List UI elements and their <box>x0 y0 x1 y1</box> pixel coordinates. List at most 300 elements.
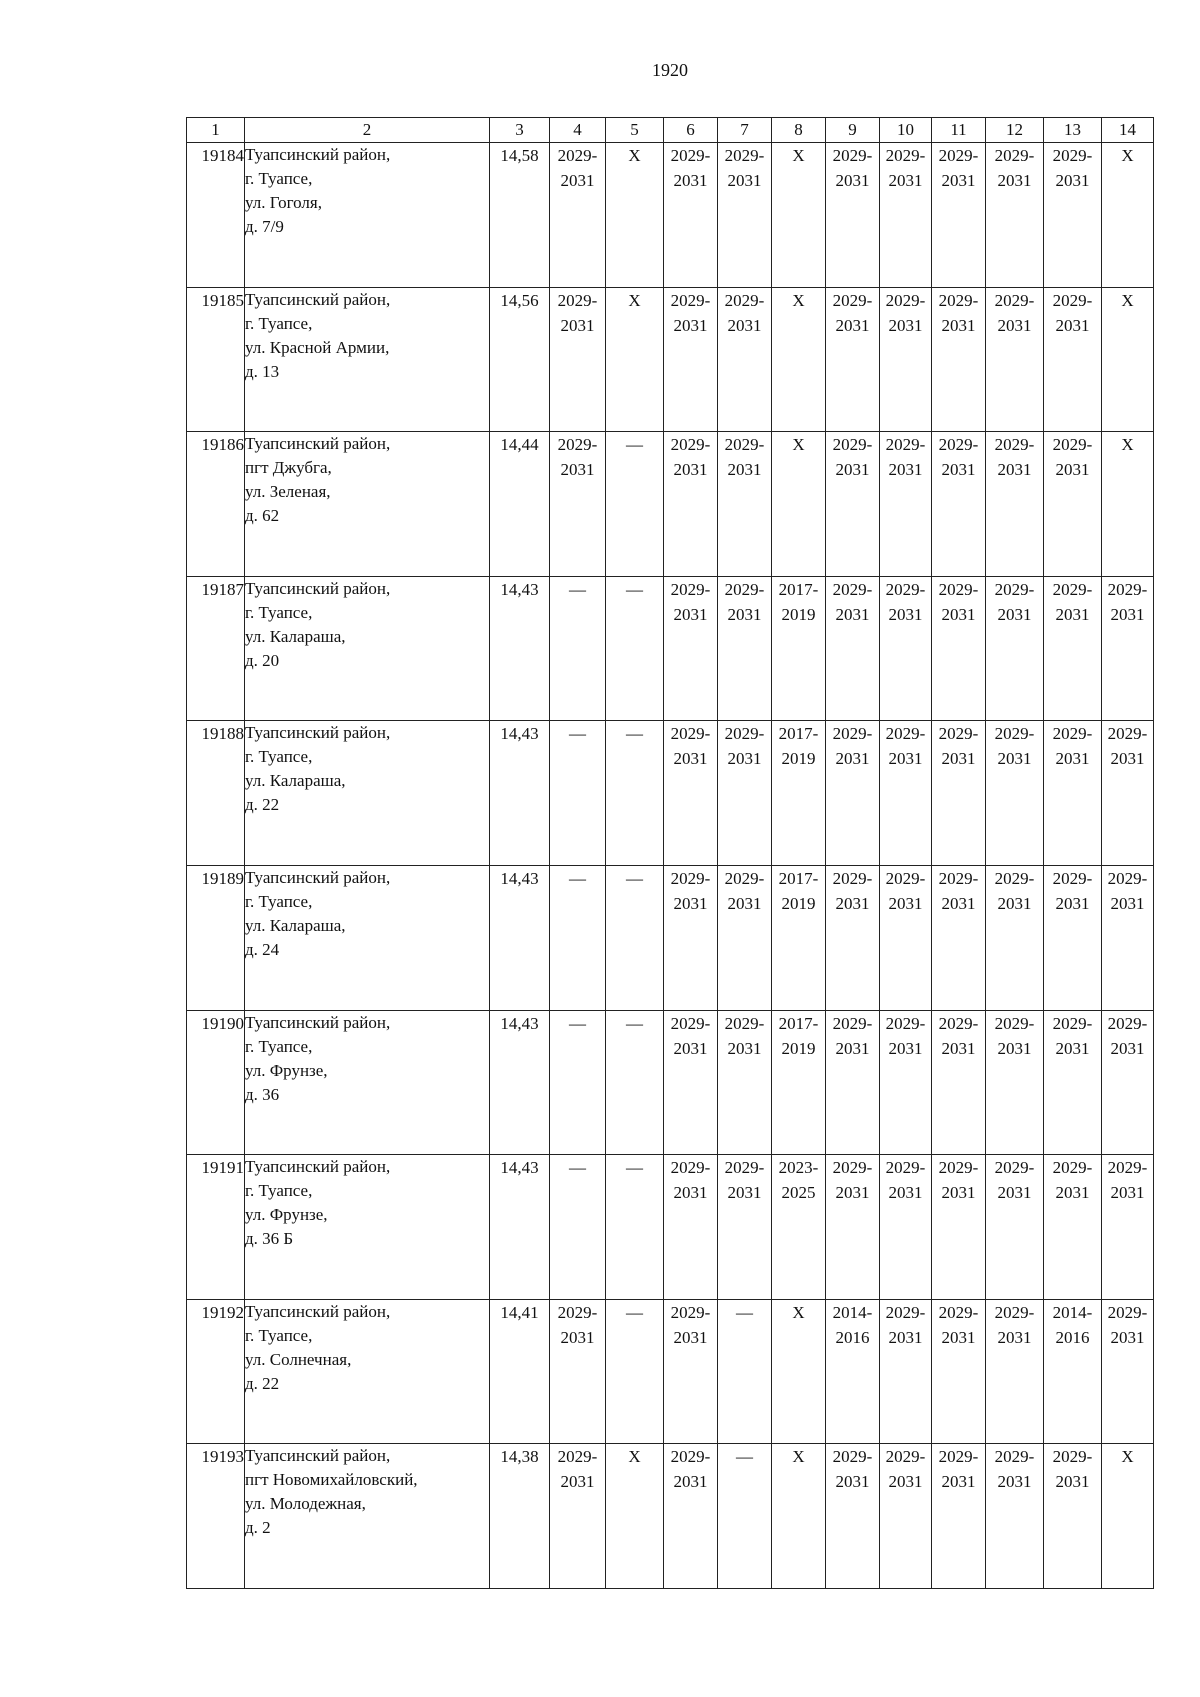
period-line: X <box>628 1447 641 1467</box>
address-line: Туапсинский район, <box>245 867 391 887</box>
period-line: 2031 <box>673 1183 708 1203</box>
period-cell-col-10 <box>880 1299 932 1444</box>
period-cell-col-9 <box>826 1299 880 1444</box>
registry-table <box>186 117 1154 1589</box>
period-cell-col-5 <box>606 865 664 1010</box>
period-line: X <box>1121 146 1134 165</box>
period-cell-col-12 <box>986 865 1044 1010</box>
period-line: — <box>736 1302 753 1322</box>
period-line: 2031 <box>673 893 708 913</box>
period-line: 2029- <box>670 724 711 744</box>
period-line: 2016 <box>835 1327 870 1347</box>
address-cell <box>245 1010 490 1155</box>
period-cell-col-10 <box>880 1155 932 1300</box>
period-cell-col-11 <box>932 287 986 432</box>
period-line: 2029- <box>885 1158 926 1178</box>
period-cell-col-8 <box>772 865 826 1010</box>
period-cell-col-6 <box>664 576 718 721</box>
period-cell-col-5 <box>606 432 664 577</box>
address-cell <box>245 1444 490 1589</box>
period-line: 2023- <box>778 1158 819 1178</box>
period-line: 2029- <box>670 1302 711 1322</box>
address-line: Туапсинский район, <box>245 145 391 164</box>
table-row <box>187 865 1154 1010</box>
address-cell <box>245 576 490 721</box>
period-cell-col-9 <box>826 721 880 866</box>
period-line: 2029- <box>832 868 873 888</box>
address-line: г. Туапсе, <box>245 747 313 767</box>
period-line: 2031 <box>727 893 762 913</box>
address-line: г. Туапсе, <box>245 1036 313 1056</box>
row-id: 19187 <box>187 576 245 721</box>
period-cell-col-7 <box>718 576 772 721</box>
period-cell-col-4 <box>550 287 606 432</box>
period-cell-col-4 <box>550 865 606 1010</box>
period-cell-col-6 <box>664 1444 718 1589</box>
period-line: 2029- <box>1052 435 1093 455</box>
value-cell: 14,43 <box>490 576 550 721</box>
column-header-8: 8 <box>772 118 826 143</box>
period-line: — <box>569 724 586 744</box>
address-line: Туапсинский район, <box>245 723 391 743</box>
address-line: д. 13 <box>245 361 280 381</box>
period-cell-col-7 <box>718 1444 772 1589</box>
period-cell-col-11 <box>932 865 986 1010</box>
address-line: ул. Молодежная, <box>245 1494 366 1514</box>
table-row <box>187 432 1154 577</box>
period-line: 2029- <box>885 1013 926 1033</box>
period-line: 2031 <box>941 1472 976 1492</box>
period-line: 2029- <box>1052 724 1093 744</box>
period-line: 2031 <box>1055 604 1090 624</box>
period-line: — <box>626 435 643 455</box>
period-line: 2031 <box>835 315 870 335</box>
address-line: д. 22 <box>245 1373 280 1393</box>
period-line: 2029- <box>885 435 926 455</box>
period-line: 2031 <box>941 315 976 335</box>
period-line: 2031 <box>673 171 708 190</box>
row-id: 19189 <box>187 865 245 1010</box>
row-id: 19193 <box>187 1444 245 1589</box>
period-line: 2029- <box>1052 146 1093 165</box>
period-line: 2029- <box>557 435 598 455</box>
period-line: 2014- <box>1052 1302 1093 1322</box>
period-line: 2031 <box>997 1038 1032 1058</box>
address-line: Туапсинский район, <box>245 578 391 598</box>
period-cell-col-5 <box>606 1010 664 1155</box>
period-line: 2031 <box>673 1472 708 1492</box>
period-line: 2031 <box>1110 1183 1145 1203</box>
period-line: 2031 <box>673 315 708 335</box>
address-line: г. Туапсе, <box>245 891 313 911</box>
address-line: ул. Зеленая, <box>245 482 331 502</box>
period-line: 2029- <box>885 724 926 744</box>
period-cell-col-5 <box>606 721 664 866</box>
column-header-13: 13 <box>1044 118 1102 143</box>
period-line: 2031 <box>997 171 1032 190</box>
period-cell-col-12 <box>986 1299 1044 1444</box>
period-cell-col-8 <box>772 576 826 721</box>
period-line: 2029- <box>724 435 765 455</box>
period-line: 2031 <box>997 1183 1032 1203</box>
period-cell-col-14 <box>1102 576 1154 721</box>
period-cell-col-10 <box>880 143 932 288</box>
period-line: 2029- <box>557 1302 598 1322</box>
period-line: 2031 <box>835 171 870 190</box>
period-cell-col-6 <box>664 865 718 1010</box>
period-cell-col-8 <box>772 1444 826 1589</box>
period-cell-col-8 <box>772 1299 826 1444</box>
period-line: 2017- <box>778 868 819 888</box>
period-line: 2029- <box>994 724 1035 744</box>
period-cell-col-8 <box>772 1010 826 1155</box>
period-cell-col-9 <box>826 1155 880 1300</box>
value-cell: 14,43 <box>490 865 550 1010</box>
address-line: д. 36 Б <box>245 1229 294 1249</box>
period-cell-col-12 <box>986 721 1044 866</box>
period-cell-col-7 <box>718 432 772 577</box>
period-cell-col-10 <box>880 287 932 432</box>
period-line: 2029- <box>1107 1158 1148 1178</box>
period-cell-col-5 <box>606 1444 664 1589</box>
period-line: X <box>1121 1447 1134 1467</box>
period-line: 2031 <box>727 460 762 480</box>
period-cell-col-12 <box>986 1010 1044 1155</box>
period-line: 2029- <box>832 1158 873 1178</box>
period-line: 2029- <box>1052 1013 1093 1033</box>
period-line: 2031 <box>727 604 762 624</box>
period-line: 2029- <box>557 1447 598 1467</box>
period-cell-col-10 <box>880 1444 932 1589</box>
period-line: X <box>792 1302 805 1322</box>
period-line: 2029- <box>670 868 711 888</box>
period-line: 2029- <box>938 1447 979 1467</box>
column-header-2: 2 <box>245 118 490 143</box>
period-line: 2031 <box>997 749 1032 769</box>
period-line: 2029- <box>832 1447 873 1467</box>
period-line: X <box>628 146 641 165</box>
address-cell <box>245 865 490 1010</box>
value-cell: 14,43 <box>490 1155 550 1300</box>
address-cell <box>245 143 490 288</box>
address-cell <box>245 1155 490 1300</box>
period-line: 2029- <box>724 868 765 888</box>
address-cell <box>245 432 490 577</box>
period-line: 2017- <box>778 724 819 744</box>
period-line: — <box>626 868 643 888</box>
period-cell-col-5 <box>606 576 664 721</box>
address-cell <box>245 1299 490 1444</box>
period-cell-col-11 <box>932 1010 986 1155</box>
period-line: 2019 <box>781 1038 816 1058</box>
period-line: 2029- <box>938 724 979 744</box>
period-cell-col-13 <box>1044 1010 1102 1155</box>
column-header-1: 1 <box>187 118 245 143</box>
period-cell-col-12 <box>986 1444 1044 1589</box>
period-cell-col-14 <box>1102 721 1154 866</box>
period-cell-col-10 <box>880 721 932 866</box>
column-header-10: 10 <box>880 118 932 143</box>
table-body <box>187 143 1154 1589</box>
period-cell-col-12 <box>986 1155 1044 1300</box>
table-row <box>187 721 1154 866</box>
period-cell-col-13 <box>1044 865 1102 1010</box>
address-line: Туапсинский район, <box>245 1157 391 1177</box>
period-line: — <box>626 579 643 599</box>
period-cell-col-14 <box>1102 1155 1154 1300</box>
period-line: 2031 <box>1110 749 1145 769</box>
column-header-14: 14 <box>1102 118 1154 143</box>
period-line: 2031 <box>835 1183 870 1203</box>
period-cell-col-9 <box>826 865 880 1010</box>
period-cell-col-11 <box>932 1299 986 1444</box>
address-line: ул. Красной Армии, <box>245 337 390 357</box>
period-line: 2031 <box>673 1327 708 1347</box>
period-cell-col-9 <box>826 1010 880 1155</box>
value-cell: 14,41 <box>490 1299 550 1444</box>
row-id: 19188 <box>187 721 245 866</box>
row-id: 19192 <box>187 1299 245 1444</box>
address-line: Туапсинский район, <box>245 1301 391 1321</box>
value-cell: 14,43 <box>490 721 550 866</box>
period-line: 2025 <box>781 1183 816 1203</box>
period-line: 2031 <box>560 1472 595 1492</box>
period-line: 2031 <box>1055 1183 1090 1203</box>
period-line: 2029- <box>670 1447 711 1467</box>
period-line: 2031 <box>888 171 923 190</box>
period-cell-col-7 <box>718 143 772 288</box>
period-cell-col-9 <box>826 576 880 721</box>
row-id: 19191 <box>187 1155 245 1300</box>
period-line: X <box>792 290 805 310</box>
period-cell-col-4 <box>550 1155 606 1300</box>
period-line: 2031 <box>1110 1038 1145 1058</box>
address-line: Туапсинский район, <box>245 289 391 309</box>
period-line: 2031 <box>888 1472 923 1492</box>
address-line: Туапсинский район, <box>245 1446 391 1466</box>
period-line: 2029- <box>938 579 979 599</box>
period-line: 2031 <box>941 171 976 190</box>
period-cell-col-14 <box>1102 287 1154 432</box>
period-cell-col-11 <box>932 1155 986 1300</box>
page-number: 1920 <box>652 60 688 80</box>
period-cell-col-14 <box>1102 1444 1154 1589</box>
period-line: 2017- <box>778 579 819 599</box>
period-line: 2031 <box>560 171 595 190</box>
address-cell <box>245 287 490 432</box>
period-line: 2029- <box>724 146 765 165</box>
address-line: д. 22 <box>245 795 280 815</box>
period-line: 2031 <box>941 460 976 480</box>
period-line: 2029- <box>670 435 711 455</box>
period-cell-col-7 <box>718 1299 772 1444</box>
period-line: 2029- <box>1107 579 1148 599</box>
period-line: 2029- <box>994 1447 1035 1467</box>
period-line: 2029- <box>724 1013 765 1033</box>
period-line: 2031 <box>941 749 976 769</box>
period-cell-col-12 <box>986 143 1044 288</box>
period-line: 2031 <box>1055 1038 1090 1058</box>
period-cell-col-11 <box>932 432 986 577</box>
period-line: 2029- <box>938 290 979 310</box>
period-cell-col-11 <box>932 1444 986 1589</box>
period-line: 2031 <box>997 315 1032 335</box>
period-line: 2029- <box>1107 1302 1148 1322</box>
value-cell: 14,44 <box>490 432 550 577</box>
table-row <box>187 143 1154 288</box>
period-line: 2031 <box>888 893 923 913</box>
period-cell-col-4 <box>550 576 606 721</box>
period-line: 2031 <box>997 1472 1032 1492</box>
period-line: 2019 <box>781 749 816 769</box>
period-line: 2029- <box>994 1013 1035 1033</box>
period-line: 2031 <box>997 460 1032 480</box>
period-line: 2031 <box>727 749 762 769</box>
period-line: 2029- <box>832 146 873 165</box>
table-row <box>187 1444 1154 1589</box>
period-cell-col-6 <box>664 143 718 288</box>
period-line: 2029- <box>994 1158 1035 1178</box>
period-line: 2029- <box>885 1302 926 1322</box>
period-line: 2019 <box>781 604 816 624</box>
column-header-4: 4 <box>550 118 606 143</box>
period-line: 2029- <box>938 146 979 165</box>
period-cell-col-6 <box>664 1299 718 1444</box>
period-cell-col-10 <box>880 865 932 1010</box>
period-cell-col-6 <box>664 721 718 866</box>
period-line: 2029- <box>1052 1447 1093 1467</box>
period-line: 2029- <box>1052 290 1093 310</box>
address-cell <box>245 721 490 866</box>
period-cell-col-13 <box>1044 1444 1102 1589</box>
period-cell-col-14 <box>1102 143 1154 288</box>
period-cell-col-8 <box>772 143 826 288</box>
period-cell-col-7 <box>718 287 772 432</box>
period-line: 2029- <box>994 868 1035 888</box>
period-line: 2031 <box>560 460 595 480</box>
period-line: 2031 <box>888 1327 923 1347</box>
address-line: ул. Калараша, <box>245 915 346 935</box>
period-cell-col-8 <box>772 287 826 432</box>
period-cell-col-8 <box>772 1155 826 1300</box>
period-line: — <box>736 1447 753 1467</box>
period-line: 2029- <box>1107 724 1148 744</box>
period-line: 2029- <box>1052 868 1093 888</box>
period-line: 2031 <box>941 1038 976 1058</box>
period-line: X <box>628 290 641 310</box>
period-line: 2029- <box>994 435 1035 455</box>
period-cell-col-13 <box>1044 1299 1102 1444</box>
period-line: 2029- <box>832 579 873 599</box>
period-line: 2029- <box>724 579 765 599</box>
period-line: 2029- <box>724 1158 765 1178</box>
period-line: 2031 <box>727 171 762 190</box>
table-row <box>187 576 1154 721</box>
header-row <box>187 118 1154 143</box>
period-cell-col-4 <box>550 1299 606 1444</box>
address-line: д. 7/9 <box>245 217 284 236</box>
period-line: 2031 <box>673 604 708 624</box>
period-line: — <box>569 1158 586 1178</box>
period-line: 2029- <box>938 868 979 888</box>
period-line: X <box>792 435 805 455</box>
period-cell-col-12 <box>986 576 1044 721</box>
period-cell-col-13 <box>1044 287 1102 432</box>
period-cell-col-6 <box>664 1155 718 1300</box>
period-line: 2029- <box>994 1302 1035 1322</box>
period-line: 2031 <box>941 604 976 624</box>
period-cell-col-4 <box>550 432 606 577</box>
period-line: 2031 <box>888 460 923 480</box>
period-cell-col-4 <box>550 1010 606 1155</box>
address-line: ул. Фрунзе, <box>245 1205 328 1225</box>
period-line: — <box>569 1013 586 1033</box>
column-header-6: 6 <box>664 118 718 143</box>
address-line: пгт Новомихайловский, <box>245 1470 418 1490</box>
period-line: 2031 <box>997 604 1032 624</box>
period-line: 2031 <box>673 1038 708 1058</box>
period-line: 2029- <box>994 146 1035 165</box>
period-line: 2031 <box>1110 604 1145 624</box>
column-header-3: 3 <box>490 118 550 143</box>
period-cell-col-5 <box>606 143 664 288</box>
period-line: 2031 <box>1055 460 1090 480</box>
period-cell-col-7 <box>718 721 772 866</box>
period-cell-col-11 <box>932 576 986 721</box>
period-line: X <box>1121 435 1134 455</box>
period-cell-col-4 <box>550 1444 606 1589</box>
period-line: 2029- <box>885 1447 926 1467</box>
period-line: 2029- <box>1107 1013 1148 1033</box>
period-line: 2031 <box>997 1327 1032 1347</box>
period-line: 2031 <box>835 1038 870 1058</box>
period-line: 2029- <box>1107 868 1148 888</box>
period-cell-col-14 <box>1102 1299 1154 1444</box>
table-row <box>187 287 1154 432</box>
period-line: 2031 <box>1055 749 1090 769</box>
period-line: 2031 <box>835 893 870 913</box>
period-line: 2029- <box>832 290 873 310</box>
period-cell-col-10 <box>880 432 932 577</box>
period-line: 2029- <box>724 724 765 744</box>
period-line: 2029- <box>885 868 926 888</box>
period-cell-col-10 <box>880 576 932 721</box>
address-line: Туапсинский район, <box>245 434 391 454</box>
period-line: 2029- <box>557 146 598 165</box>
period-line: 2031 <box>1055 171 1090 190</box>
value-cell: 14,38 <box>490 1444 550 1589</box>
row-id: 19190 <box>187 1010 245 1155</box>
row-id: 19184 <box>187 143 245 288</box>
column-header-5: 5 <box>606 118 664 143</box>
address-line: ул. Фрунзе, <box>245 1060 328 1080</box>
period-line: 2031 <box>941 893 976 913</box>
column-header-12: 12 <box>986 118 1044 143</box>
table-row <box>187 1299 1154 1444</box>
period-cell-col-12 <box>986 432 1044 577</box>
period-line: 2031 <box>888 604 923 624</box>
period-line: 2031 <box>888 315 923 335</box>
address-line: д. 36 <box>245 1084 280 1104</box>
period-line: 2031 <box>941 1183 976 1203</box>
period-cell-col-6 <box>664 432 718 577</box>
address-line: Туапсинский район, <box>245 1012 391 1032</box>
address-line: ул. Калараша, <box>245 626 346 646</box>
period-line: 2029- <box>938 1158 979 1178</box>
period-cell-col-12 <box>986 287 1044 432</box>
period-line: — <box>569 868 586 888</box>
period-cell-col-4 <box>550 143 606 288</box>
